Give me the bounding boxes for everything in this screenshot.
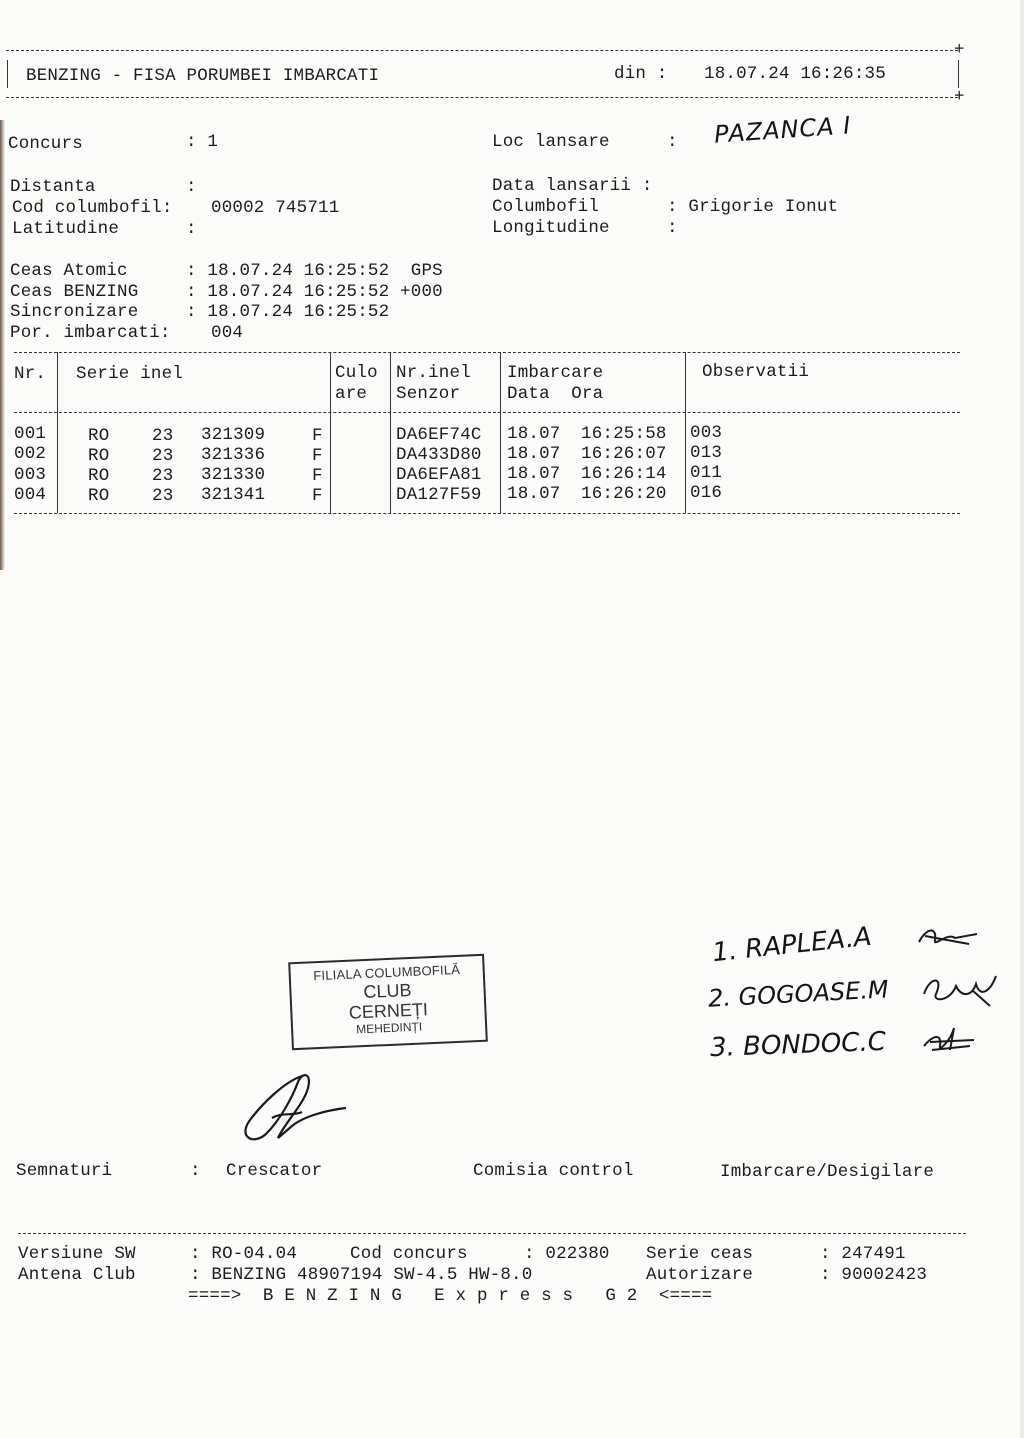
cell-inel: 321341	[201, 485, 266, 505]
signature-1	[915, 922, 985, 952]
columbofil-value: : Grigorie Ionut	[667, 197, 839, 217]
imbarcare-desigilare-label: Imbarcare/Desigilare	[720, 1162, 935, 1182]
distanta-value: :	[186, 177, 197, 197]
serie-ceas-label: Serie ceas	[646, 1244, 754, 1264]
comisia-control-label: Comisia control	[473, 1161, 634, 1181]
header-corner-plus: +	[954, 40, 965, 60]
cell-data: 18.07	[507, 464, 561, 484]
cell-nr: 003	[14, 465, 47, 485]
table-col-divider-2	[330, 352, 331, 513]
cell-inel: 321330	[201, 465, 266, 485]
porumbei-imbarcati-value: 004	[211, 323, 244, 343]
cell-inel: 321309	[201, 425, 266, 445]
paper-edge-right	[1020, 0, 1024, 1438]
header-din-value: 18.07.24 16:26:35	[704, 64, 886, 84]
cell-inel: 321336	[201, 445, 266, 465]
table-col-divider-5	[685, 352, 686, 513]
serie-ceas-value: : 247491	[820, 1244, 906, 1264]
signature-2	[920, 972, 1000, 1012]
table-col-divider-1	[57, 352, 58, 513]
table-col-divider-3	[390, 352, 391, 513]
semnaturi-sep: :	[190, 1161, 201, 1181]
header-left-border	[7, 60, 8, 88]
cell-obs: 011	[690, 463, 723, 483]
cell-obs: 003	[690, 423, 723, 443]
cell-tara: RO	[88, 426, 110, 446]
header-title: BENZING - FISA PORUMBEI IMBARCATI	[26, 66, 380, 86]
loc-lansare-handwritten: PAZANCA I	[713, 111, 853, 149]
commission-member-1: 1. RAPLEA.A	[710, 921, 873, 969]
crescator-label: Crescator	[226, 1161, 323, 1181]
col-header-imbarcare-2: Data Ora	[507, 384, 604, 404]
cell-sex: F	[312, 426, 323, 446]
longitudine-value: :	[667, 218, 678, 238]
cell-sex: F	[312, 466, 323, 486]
semnaturi-label: Semnaturi	[16, 1161, 113, 1181]
col-header-culoare-1: Culo	[335, 363, 378, 383]
signature-3	[920, 1020, 984, 1056]
antena-club-value: : BENZING 48907194 SW-4.5 HW-8.0	[190, 1265, 533, 1285]
ceas-atomic-label: Ceas Atomic	[10, 261, 128, 281]
ceas-atomic-value: : 18.07.24 16:25:52 GPS	[186, 261, 443, 281]
ceas-benzing-label: Ceas BENZING	[10, 282, 139, 302]
col-header-nrinel-1: Nr.inel	[396, 363, 471, 383]
col-header-observatii: Observatii	[702, 362, 810, 382]
cell-tara: RO	[88, 486, 110, 506]
porumbei-imbarcati-label: Por. imbarcati:	[10, 323, 171, 343]
concurs-value: : 1	[186, 132, 219, 152]
crescator-signature	[232, 1068, 352, 1152]
table-col-divider-4	[500, 352, 501, 513]
sincronizare-value: : 18.07.24 16:25:52	[186, 302, 390, 322]
cell-ora: 16:25:58	[581, 424, 667, 444]
header-right-border	[958, 60, 959, 88]
cod-concurs-label: Cod concurs	[350, 1244, 468, 1264]
loc-lansare-sep: :	[667, 132, 678, 152]
cell-nr: 004	[14, 485, 47, 505]
commission-member-2: 2. GOGOASE.M	[707, 975, 890, 1013]
cell-tara: RO	[88, 446, 110, 466]
autorizare-value: : 90002423	[820, 1265, 928, 1285]
header-corner-plus-2: +	[954, 87, 965, 107]
latitudine-value: :	[186, 219, 197, 239]
cell-an: 23	[152, 466, 174, 486]
table-bottom-rule	[14, 513, 960, 514]
cell-ora: 16:26:14	[581, 464, 667, 484]
latitudine-label: Latitudine	[12, 219, 120, 239]
cell-data: 18.07	[507, 484, 561, 504]
cell-an: 23	[152, 426, 174, 446]
sincronizare-label: Sincronizare	[10, 302, 139, 322]
club-stamp	[288, 954, 488, 1050]
paper-edge-shadow	[0, 120, 5, 570]
cod-columbofil-label: Cod columbofil:	[12, 198, 173, 218]
stamp-line-2: CLUB	[363, 979, 412, 1003]
cell-sex: F	[312, 486, 323, 506]
cell-obs: 016	[690, 483, 723, 503]
cell-senzor: DA6EF74C	[396, 425, 482, 445]
header-bottom-rule	[6, 97, 958, 98]
loc-lansare-label: Loc lansare	[492, 132, 610, 152]
versiune-sw-value: : RO-04.04	[190, 1244, 298, 1264]
cell-ora: 16:26:20	[581, 484, 667, 504]
table-header-rule	[14, 412, 960, 413]
cell-nr: 002	[14, 444, 47, 464]
cell-an: 23	[152, 446, 174, 466]
cod-concurs-value: : 022380	[524, 1244, 610, 1264]
cell-senzor: DA6EFA81	[396, 465, 482, 485]
col-header-culoare-2: are	[335, 384, 368, 404]
benzing-banner: ====> B E N Z I N G E x p r e s s G 2 <====	[188, 1286, 713, 1306]
ceas-benzing-value: : 18.07.24 16:25:52 +000	[186, 282, 443, 302]
col-header-nrinel-2: Senzor	[396, 384, 461, 404]
data-lansarii-label: Data lansarii :	[492, 176, 653, 196]
antena-club-label: Antena Club	[18, 1265, 136, 1285]
col-header-serie: Serie inel	[76, 364, 184, 384]
columbofil-label: Columbofil	[492, 197, 600, 217]
col-header-imbarcare-1: Imbarcare	[507, 363, 604, 383]
autorizare-label: Autorizare	[646, 1265, 754, 1285]
versiune-sw-label: Versiune SW	[18, 1244, 136, 1264]
cell-ora: 16:26:07	[581, 444, 667, 464]
commission-member-3: 3. BONDOC.C	[709, 1026, 887, 1064]
longitudine-label: Longitudine	[492, 218, 610, 238]
cell-data: 18.07	[507, 424, 561, 444]
cod-columbofil-value: 00002 745711	[211, 198, 340, 218]
cell-nr: 001	[14, 424, 47, 444]
col-header-nr: Nr.	[14, 364, 47, 384]
cell-senzor: DA127F59	[396, 485, 482, 505]
cell-data: 18.07	[507, 444, 561, 464]
concurs-label: Concurs	[8, 134, 83, 154]
cell-sex: F	[312, 446, 323, 466]
cell-obs: 013	[690, 443, 723, 463]
cell-tara: RO	[88, 466, 110, 486]
cell-senzor: DA433D80	[396, 445, 482, 465]
header-top-rule	[6, 50, 958, 51]
stamp-line-1: FILIALA COLUMBOFILĂ	[313, 961, 461, 984]
distanta-label: Distanta	[10, 177, 96, 197]
footer-rule	[18, 1233, 966, 1234]
cell-an: 23	[152, 486, 174, 506]
header-din-label: din :	[614, 64, 668, 84]
stamp-line-3: CERNEȚI	[348, 999, 429, 1023]
table-top-rule	[14, 352, 960, 353]
stamp-line-4: MEHEDINȚI	[355, 1019, 423, 1037]
